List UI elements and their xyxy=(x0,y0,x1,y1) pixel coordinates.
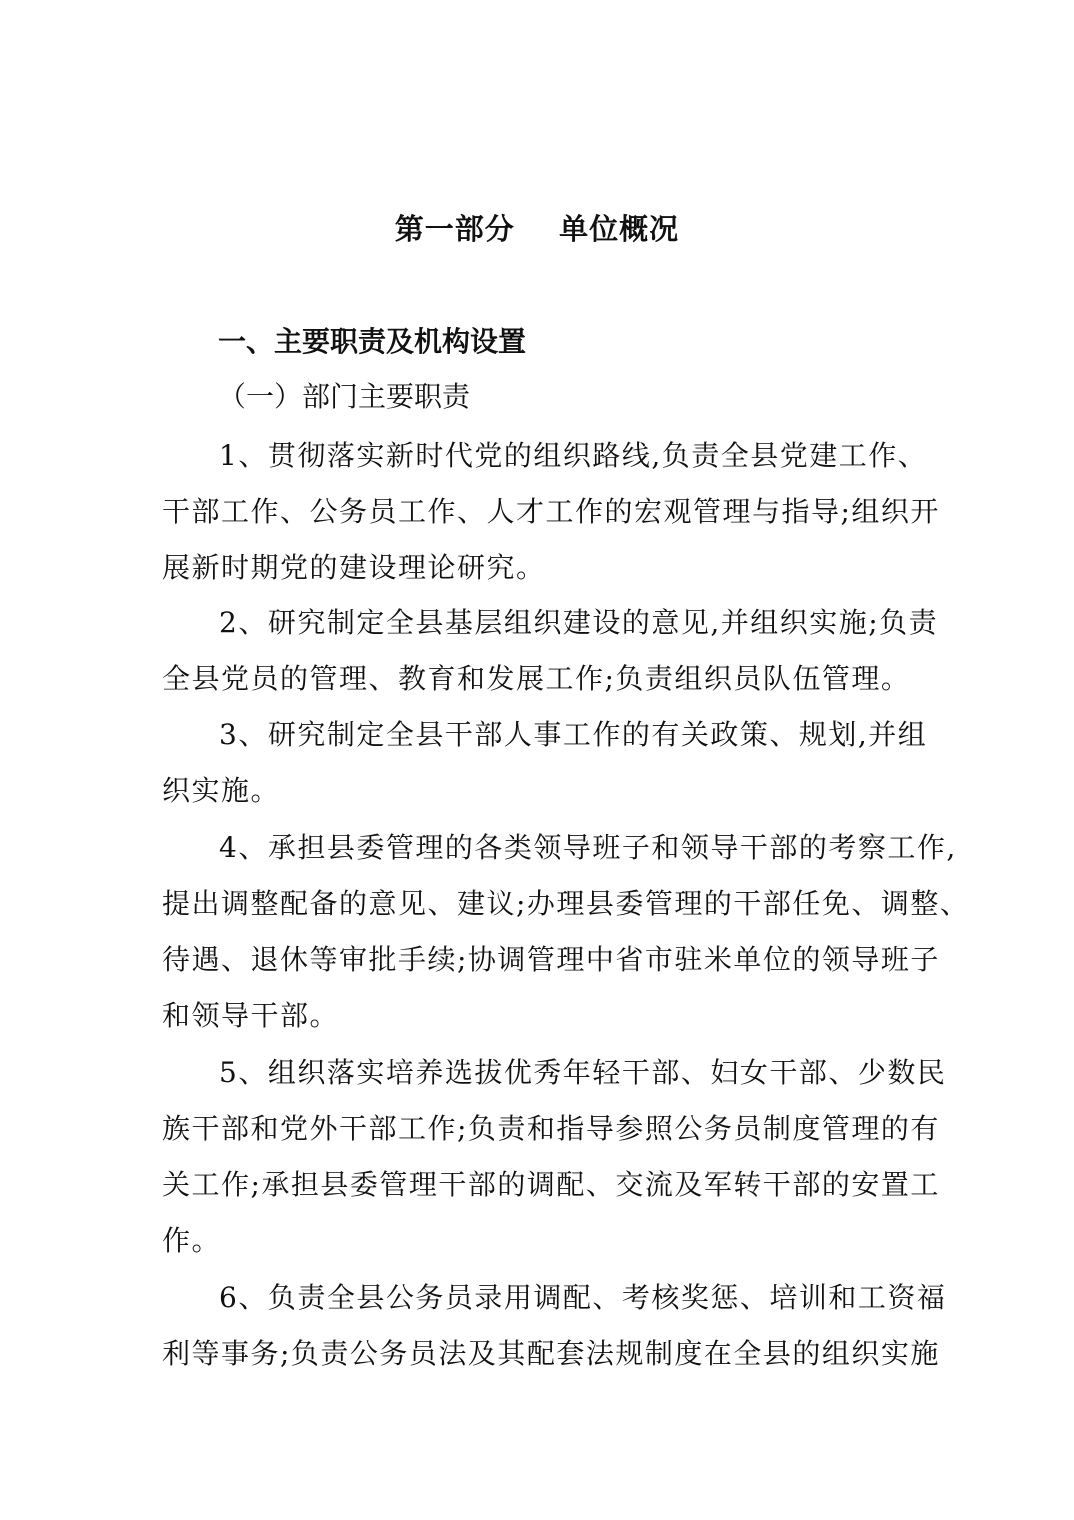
paragraph-line: 3、研究制定全县干部人事工作的有关政策、规划,并组 xyxy=(219,718,928,751)
paragraph-2 xyxy=(162,595,952,707)
paragraph-line: 关工作;承担县委管理干部的调配、交流及军转干部的安置工 xyxy=(162,1168,940,1201)
paragraph-line: 待遇、退休等审批手续;协调管理中省市驻米单位的领导班子 xyxy=(162,943,940,976)
paragraph-line: 和领导干部。 xyxy=(162,999,340,1032)
paragraph-line: 作。 xyxy=(162,1224,222,1257)
subheading: （一）部门主要职责 xyxy=(218,380,471,413)
paragraph-line: 织实施。 xyxy=(162,774,281,807)
section-heading: 一、主要职责及机构设置 xyxy=(218,325,527,358)
paragraph-line: 1、贯彻落实新时代党的组织路线,负责全县党建工作、 xyxy=(219,439,928,472)
paragraph-3 xyxy=(162,707,952,819)
paragraph-line: 利等事务;负责公务员法及其配套法规制度在全县的组织实施 xyxy=(162,1337,940,1370)
paragraph-6 xyxy=(162,1270,952,1382)
paragraph-line: 4、承担县委管理的各类领导班子和领导干部的考察工作, xyxy=(219,831,957,864)
paragraph-line: 展新时期党的建设理论研究。 xyxy=(162,551,546,584)
paragraph-line: 干部工作、公务员工作、人才工作的宏观管理与指导;组织开 xyxy=(162,495,940,528)
paragraph-line: 5、组织落实培养选拔优秀年轻干部、妇女干部、少数民 xyxy=(219,1056,947,1089)
paragraph-4 xyxy=(162,820,970,1044)
paragraph-line: 族干部和党外干部工作;负责和指导参照公务员制度管理的有 xyxy=(162,1112,940,1145)
paragraph-line: 提出调整配备的意见、建议;办理县委管理的干部任免、调整、 xyxy=(162,887,970,920)
paragraph-5 xyxy=(162,1045,952,1269)
paragraph-line: 6、负责全县公务员录用调配、考核奖惩、培训和工资福 xyxy=(219,1281,947,1314)
paragraph-line: 2、研究制定全县基层组织建设的意见,并组织实施;负责 xyxy=(219,606,939,639)
paragraph-line: 全县党员的管理、教育和发展工作;负责组织员队伍管理。 xyxy=(162,662,911,695)
paragraph-1 xyxy=(162,428,952,596)
page-title: 第一部分 单位概况 xyxy=(394,212,680,246)
